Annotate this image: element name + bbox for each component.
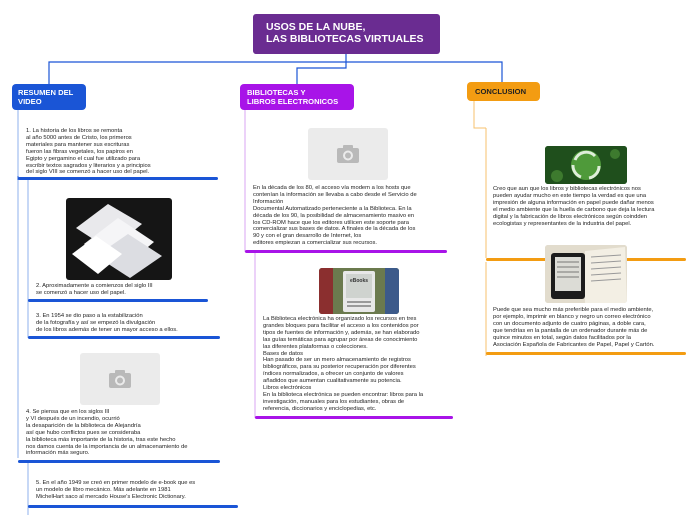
paper-sheets-image xyxy=(66,198,172,280)
branch-label-line-2: LIBROS ELECTRONICOS xyxy=(247,97,339,106)
camera-icon xyxy=(336,144,360,164)
middle-image-placeholder xyxy=(308,128,388,180)
camera-icon xyxy=(108,369,132,389)
middle-item-1-underline xyxy=(245,250,447,253)
left-item-5-underline xyxy=(28,505,238,508)
branch-label-line-2: VIDEO xyxy=(18,97,42,106)
left-item-4-text[interactable]: 4. Se piensa que en los siglos III y VI después de un incendio, ocurrió la desaparición de la biblioteca de Alejandría así que hubo conflictos pues se consideraba la biblioteca más importante de la historia, tras este hecho nos damos cuenta de la importancia de un almacenamiento de información más seguro. xyxy=(26,409,188,457)
branch-conclusion[interactable] xyxy=(467,82,540,101)
branch-label-line-1: RESUMEN DEL xyxy=(18,88,74,97)
root-title-line-1: USOS DE LA NUBE, xyxy=(266,21,366,33)
ereader-image xyxy=(319,268,399,314)
paper-sheets-icon xyxy=(66,198,172,280)
middle-item-1-text[interactable]: En la década de los 80, el acceso vía modem a los hosts que contenían la información se llevaba a cabo desde el Servicio de Información Documental Automatizado perteneciente a la Biblioteca. En la década de los 90, la posibilidad de almacenamiento masivo en los CD-ROM hace que los editores utilicen este soporte para comercializar sus bases de datos. A finales de la década de los 90 y con el gran desarrollo de Internet, los editores empiezan a comercializar sus recursos. xyxy=(253,185,417,247)
tablet-book-image xyxy=(545,245,627,303)
left-item-1-text[interactable]: 1. La historia de los libros se remonta al año 5000 antes de Cristo, los primeros materiales para mantener sus escrituras fueron las fibras vegetales, los papiros en Egipto y pergamino el cual fue utilizado para escribir textos sagrados y literarios y a principios del siglo VIII se comenzó a hacer uso del papel. xyxy=(26,128,151,176)
left-item-3-underline xyxy=(28,336,220,339)
root-topic[interactable] xyxy=(253,14,440,54)
right-item-2-text[interactable]: Puede que sea mucho más preferible para el medio ambiente, por ejemplo, imprimir en blanco y negro un correo electrónico con un documento adjunto de cuatro páginas, a doble cara, que tendrías en la pantalla de un ordenador durante más de quince minutos en total, según datos facilitados por la Asociación Española de Fabricantes de Papel, Papel y Cartón. xyxy=(493,307,655,348)
branch-label: CONCLUSION xyxy=(475,87,527,96)
left-item-2-text[interactable]: 2. Aproximadamente a comienzos del siglo III se comenzó a hacer uso del papel. xyxy=(36,283,153,296)
ereader-icon xyxy=(319,268,399,314)
right-item-1-text[interactable]: Creo que aun que los libros y bibliotecas electrónicos nos pueden ayudar mucho en este tiempo la verdad es que una impresión de alguna información en papel puede dañar menos el medio ambiente que la huella de carbono que deja la lectura digital y la fabricación de libros electrónicos según coindden ecologistas y representantes de la industria del papel. xyxy=(493,186,655,227)
branch-resumen-del-video[interactable] xyxy=(12,84,86,110)
left-image-placeholder xyxy=(80,353,160,405)
root-title-line-2: LAS BIBLIOTECAS VIRTUALES xyxy=(266,33,424,45)
tablet-book-icon xyxy=(545,245,627,303)
left-item-3-text[interactable]: 3. En 1954 se dio paso a la estabilización de la fotografía y así se empezó la divulgación de los libros además de tener un mayor acceso a ellos. xyxy=(36,313,178,333)
middle-item-2-text[interactable]: La Biblioteca electrónica ha organizado los recursos en tres grandes bloques para facilitar el acceso a los contenidos por tipos de fuentes de información y, además, se han elaborado las guías temáticas para agrupar por áreas de conocimiento las diferentes plataformas o colecciones. Bases de datos Han pasado de ser un mero almacenamiento de registros bibliográficos, para su posterior recuperación por diferentes índices normalizados, a ofrecer un conjunto de valores añadidos que aumentan cualitativamente su potencia. Libros electrónicos En la biblioteca electrónica se pueden encontrar: libros para la investigación, manuales para los estudiantes, obras de referencia, diccionarios y enciclopedias, etc. xyxy=(263,316,424,412)
right-item-2-underline xyxy=(486,352,686,355)
left-item-2-underline xyxy=(28,299,208,302)
recycle-icon xyxy=(545,146,627,184)
recycle-globe-image xyxy=(545,146,627,184)
left-item-4-underline xyxy=(18,460,220,463)
branch-label-line-1: BIBLIOTECAS Y xyxy=(247,88,306,97)
left-item-5-text[interactable]: 5. En el año 1949 se creó en primer modelo de e-book que es un modelo de libro mecánico. Más adelante en 1981 MichelHart saco al mercado House's Electronic Dictionary. xyxy=(36,480,196,500)
branch-bibliotecas-libros[interactable] xyxy=(240,84,354,110)
middle-item-2-underline xyxy=(255,416,453,419)
ereader-screen-label: eBooks xyxy=(349,278,369,284)
left-item-1-underline xyxy=(18,177,218,180)
